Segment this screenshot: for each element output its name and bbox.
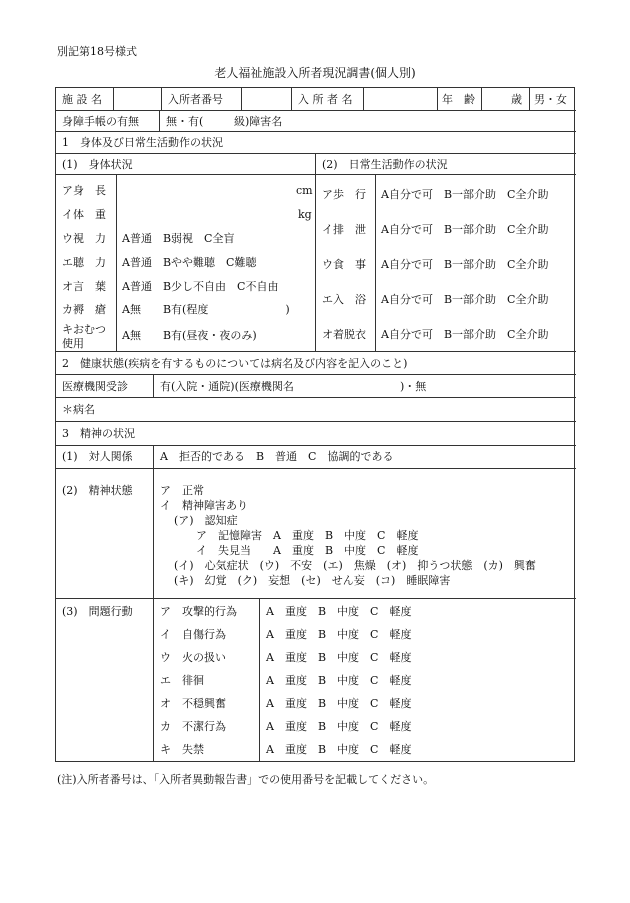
body-item-unit: cm <box>296 184 313 197</box>
rule <box>363 88 364 110</box>
rule <box>113 88 114 110</box>
rule <box>159 110 160 131</box>
rule <box>56 421 576 422</box>
section3-title: 3 精神の状況 <box>62 427 135 440</box>
body-item-label: ア身 長 <box>62 184 106 197</box>
behavior-item-label: イ 自傷行為 <box>160 628 226 641</box>
behavior-item-value: A 重度 B 中度 C 軽度 <box>266 605 412 618</box>
behavior-item-label: エ 徘徊 <box>160 674 204 687</box>
diaper-label-1: キおむつ <box>62 323 106 336</box>
mental-line: ア 記憶障害 A 重度 B 中度 C 軽度 <box>196 529 419 542</box>
survey-form <box>55 87 575 762</box>
mental-line: ア 正常 <box>160 484 204 497</box>
rule <box>56 153 576 154</box>
rule <box>291 88 292 110</box>
rule <box>375 174 376 351</box>
behavior-item-value: A 重度 B 中度 C 軽度 <box>266 651 412 664</box>
mental-line: (イ) 心気症状 (ウ) 不安 (エ) 焦燥 (オ) 抑うつ状態 (カ) 興奮 <box>174 559 536 572</box>
behavior-item-label: ウ 火の扱い <box>160 651 226 664</box>
rule <box>56 445 576 446</box>
section1-title: 1 身体及び日常生活動作の状況 <box>62 136 223 149</box>
rule <box>56 598 576 599</box>
behavior-item-label: カ 不潔行為 <box>160 720 226 733</box>
adl-item-label: ウ食 事 <box>322 258 366 271</box>
rule <box>153 374 154 397</box>
handbook-value-prefix: 無・有( <box>166 115 204 128</box>
body-item-value: A普通 B少し不自由 C不自由 <box>122 280 279 293</box>
rule <box>56 174 576 175</box>
relation-label: (1) 対人関係 <box>62 450 133 463</box>
behavior-label: (3) 問題行動 <box>62 605 133 618</box>
mental-line: イ 失見当 A 重度 B 中度 C 軽度 <box>196 544 419 557</box>
rule <box>437 88 438 110</box>
adl-item-label: エ入 浴 <box>322 293 366 306</box>
behavior-item-value: A 重度 B 中度 C 軽度 <box>266 743 412 756</box>
medical-label: 医療機関受診 <box>62 380 128 393</box>
adl-item-label: オ着脱衣 <box>322 328 366 341</box>
mental-label: (2) 精神状態 <box>62 484 133 497</box>
resident-number-label: 入所者番号 <box>168 93 223 106</box>
adl-item-label: イ排 泄 <box>322 223 366 236</box>
disease-label: ＊病名 <box>62 403 95 416</box>
body-status-title: (1) 身体状況 <box>62 158 133 171</box>
medical-value: 有(入院・通院)(医療機関名 <box>160 380 294 393</box>
behavior-item-label: オ 不穏興奮 <box>160 697 226 710</box>
rule <box>56 468 576 469</box>
body-item-label: カ褥 瘡 <box>62 303 106 316</box>
age-unit: 歳 <box>511 93 522 106</box>
adl-item-value: A自分で可 B一部介助 C全介助 <box>381 293 549 306</box>
rule <box>56 131 576 132</box>
rule <box>529 88 530 110</box>
rule <box>315 153 316 351</box>
adl-item-value: A自分で可 B一部介助 C全介助 <box>381 188 549 201</box>
form-title: 老人福祉施設入所者現況調書(個人別) <box>214 66 416 80</box>
rule <box>56 351 576 352</box>
diaper-value: A無 B有(昼夜・夜のみ) <box>122 329 257 342</box>
body-item-unit: kg <box>298 208 312 221</box>
body-item-label: オ言 葉 <box>62 280 106 293</box>
diaper-label-2: 使用 <box>62 337 84 350</box>
rule <box>241 88 242 110</box>
body-item-label: エ聴 力 <box>62 256 106 269</box>
body-item-label: イ体 重 <box>62 208 106 221</box>
age-label: 年 齢 <box>442 93 475 106</box>
behavior-item-value: A 重度 B 中度 C 軽度 <box>266 674 412 687</box>
mental-line: (キ) 幻覚 (ク) 妄想 (セ) せん妄 (コ) 睡眠障害 <box>174 574 451 587</box>
rule <box>56 374 576 375</box>
behavior-item-label: ア 攻撃的行為 <box>160 605 237 618</box>
form-number: 別記第18号様式 <box>57 45 137 58</box>
sex-options: 男・女 <box>534 93 567 106</box>
mental-line: (ア) 認知症 <box>174 514 238 527</box>
rule <box>153 445 154 762</box>
body-item-label: ウ視 力 <box>62 232 106 245</box>
adl-item-value: A自分で可 B一部介助 C全介助 <box>381 223 549 236</box>
behavior-item-value: A 重度 B 中度 C 軽度 <box>266 628 412 641</box>
behavior-item-value: A 重度 B 中度 C 軽度 <box>266 697 412 710</box>
rule <box>259 598 260 762</box>
resident-name-label: 入 所 者 名 <box>298 93 353 106</box>
adl-item-value: A自分で可 B一部介助 C全介助 <box>381 328 549 341</box>
rule <box>56 397 576 398</box>
body-item-value: A無 B有(程度 ) <box>122 303 290 316</box>
facility-name-label: 施 設 名 <box>62 93 102 106</box>
handbook-value-suffix: 級)障害名 <box>234 115 283 128</box>
adl-item-label: ア歩 行 <box>322 188 366 201</box>
section2-title: 2 健康状態(疾病を有するものについては病名及び内容を記入のこと) <box>62 357 408 370</box>
body-item-value: A普通 Bやや難聴 C難聴 <box>122 256 257 269</box>
adl-title: (2) 日常生活動作の状況 <box>322 158 448 171</box>
behavior-item-label: キ 失禁 <box>160 743 204 756</box>
handbook-label: 身障手帳の有無 <box>62 115 139 128</box>
behavior-item-value: A 重度 B 中度 C 軽度 <box>266 720 412 733</box>
medical-suffix: )・無 <box>400 380 427 393</box>
rule <box>161 88 162 110</box>
body-item-value: A普通 B弱視 C全盲 <box>122 232 235 245</box>
rule <box>56 110 576 111</box>
rule <box>116 174 117 351</box>
footnote: (注)入所者番号は、「入所者異動報告書」での使用番号を記載してください。 <box>57 773 435 786</box>
rule <box>481 88 482 110</box>
adl-item-value: A自分で可 B一部介助 C全介助 <box>381 258 549 271</box>
mental-line: イ 精神障害あり <box>160 499 248 512</box>
relation-value: A 拒否的である B 普通 C 協調的である <box>160 450 394 463</box>
